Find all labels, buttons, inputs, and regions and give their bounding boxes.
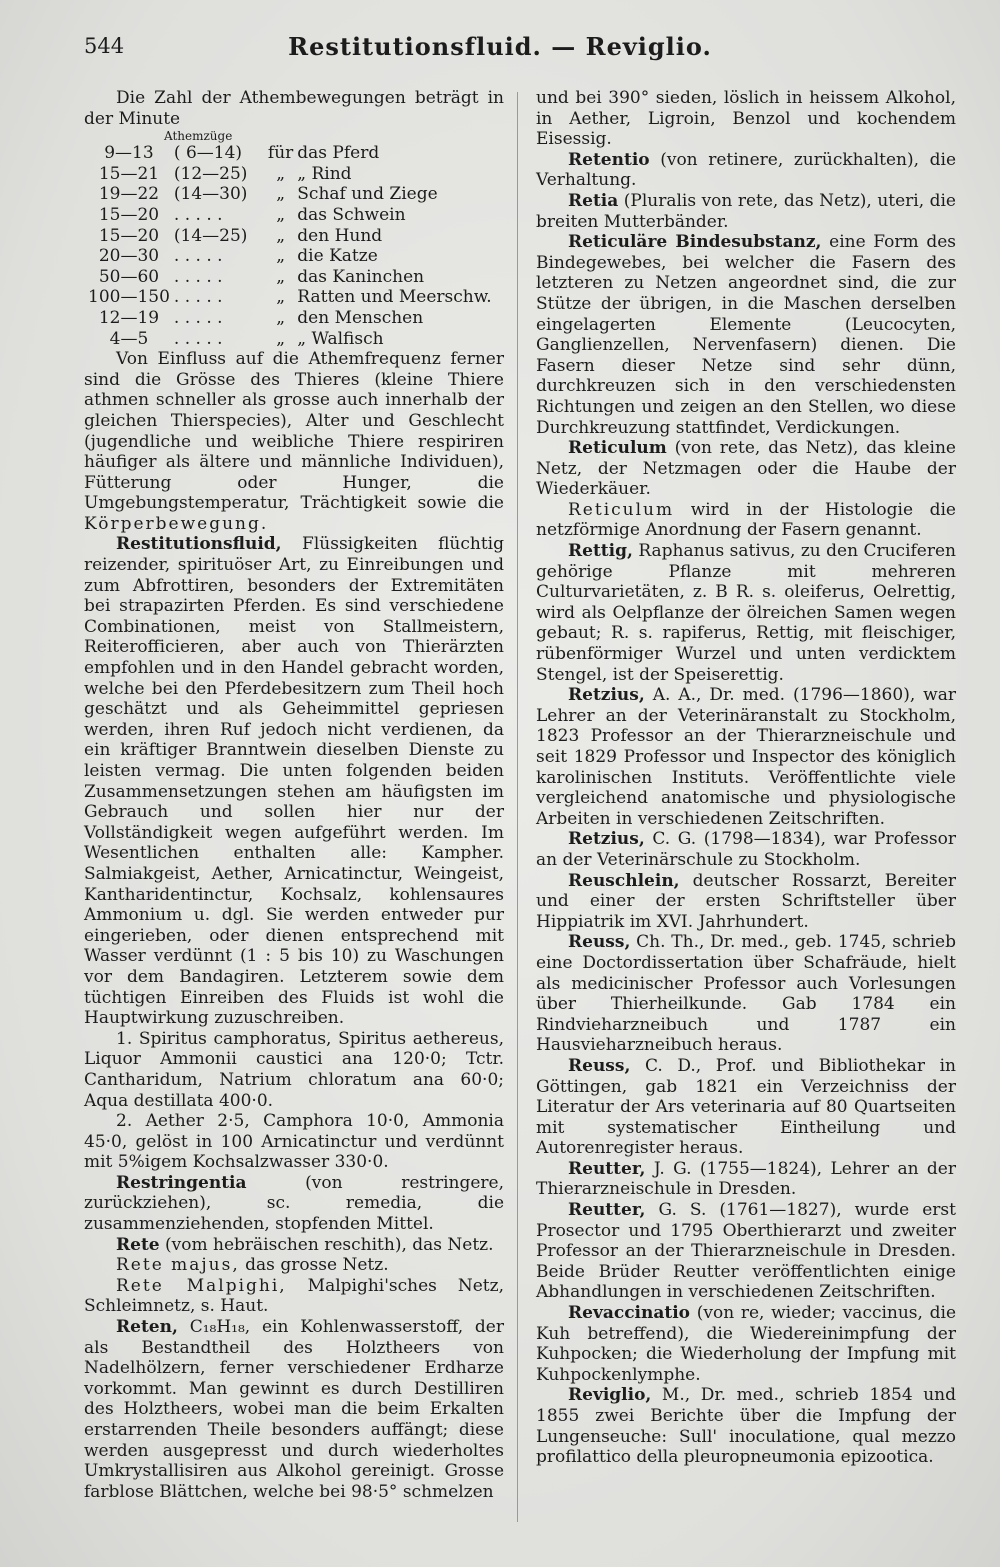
entry-retzius-aa [536,685,956,829]
entry-keyword: Restitutionsfluid, [116,534,282,555]
entry-text: das grosse Netz. [239,1255,389,1276]
entry-keyword: Reten, [116,1317,178,1338]
entry-keyword: Rete Malpighi, [116,1275,287,1296]
entry-text: deutscher Rossarzt, Bereiter und einer der ersten Schriftsteller über Hippiatrik im XVI. Jahrhundert. [536,870,956,932]
page-number: 544 [84,34,125,58]
entry-text: Flüssigkeiten flüchtig reizender, spirituöser Art, zu Einreibungen und zum Abfrottiren, besonders der Extremitäten bei strapazirten Pferden. Es sind verschiedene Combinationen, meist von Stallmeistern, Reiterofficieren, aber auch von Thierärzten empfohlen und in den Handel gebracht worden, welche bei den Pferdebesitzern zum Theil hoch geschätzt und als Geheimmittel gepriesen werden, ihren Ruf jedoch nicht verdienen, da ein kräftiger Branntwein dieselben Dienste zu leisten vermag. Die unten folgenden beiden Zusammensetzungen stehen am häufigsten im Gebrauch und sollen hier nur der Vollständigkeit wegen aufgeführt werden. Im Wesentlichen enthalten alle: Kampher. Salmiakgeist, Aether, Arnicatinctur, Weingeist, Kantharidentinctur, Kochsalz, kohlensaures Ammonium u. dgl. Sie werden entweder pur eingerieben, oder dienen entsprechend mit Wasser verdünnt (1 : 5 bis 10) zu Waschungen vor dem Bandagiren. Letzterem sowie dem tüchtigen Einreiben des Fluids ist wohl die Hauptwirkung zuzuschreiben. [84,534,504,1029]
entry-keyword: Reuss, [568,932,631,953]
entry-keyword: Reuschlein, [568,870,680,891]
entry-restringentia [84,1173,504,1235]
entry-keyword: Rettig, [568,541,633,562]
table-row [88,226,496,247]
entry-text: (Pluralis von rete, das Netz), uteri, die breiten Mutterbänder. [536,190,956,232]
entry-reticulaere-bindesubstanz [536,232,956,438]
table-cell-prefix: „ [276,184,285,205]
entry-retentio [536,150,956,191]
table-row [88,184,496,205]
table-cell-breaths-range: 9—13 [104,143,154,164]
table-row [88,164,496,185]
table-cell-prefix: „ [276,246,285,267]
entry-keyword: Reviglio, [568,1385,652,1406]
entry-restitutionsfluid [84,534,504,1028]
entry-text: (von rete, das Netz), das kleine Netz, der Netzmagen oder die Haube der Wiederkäuer. [536,438,956,500]
entry-keyword: Reticulum [568,438,667,459]
table-cell-prefix: „ [276,328,285,349]
entry-keyword: Rete majus, [116,1255,240,1276]
entry-reutter-jg [536,1159,956,1200]
column-divider [517,92,518,1522]
table-cell-animal: den Hund [297,225,383,246]
table-cell-breaths-range: 15—20 [98,204,160,225]
table-cell-prefix: „ [276,307,285,328]
table-cell-breaths-range: 4—5 [109,328,149,349]
running-title: Restitutionsfluid. — Reviglio. [288,32,712,61]
entry-keyword: Reticuläre Bindesubstanz, [568,232,822,253]
entry-keyword: Retzius, [568,685,645,706]
table-cell-animal: „ Walfisch [297,328,384,349]
table-cell-animal: das Kaninchen [297,266,425,287]
entry-retia [536,191,956,232]
table-cell-breaths-alt: . . . . . [173,328,223,349]
entry-text: Raphanus sativus, zu den Cruciferen gehörige Pflanze mit mehreren Culturvarietäten, z. B R. s. oleiferus, Oelrettig, wird als Oelpflanze der ölreichen Samen wegen gebaut; R. s. rapiferus, Rettig, mit fleischiger, rübenförmiger Wurzel und unten verdicktem Stengel, ist der Speiserettig. [536,541,956,685]
entry-keyword: Reutter, [568,1200,646,1221]
table-cell-animal: das Pferd [297,143,380,164]
entry-rete-malpighi [84,1276,504,1317]
table-cell-prefix: „ [276,287,285,308]
page-header [0,34,1000,74]
table-cell-prefix: „ [276,163,285,184]
table-cell-animal: die Katze [297,246,378,267]
entry-keyword: Retia [568,190,619,211]
table-row [88,329,496,350]
entry-text: A. A., Dr. med. (1796—1860), war Lehrer an der Veterinäranstalt zu Stockholm, 1823 Professor an der Thierarzneischule und seit 1829 Professor und Inspector des königlich karolinischen Instituts. Veröffentlichte viele vergleichend anatomische und physiologische Arbeiten in verschiedenen Zeitschriften. [536,685,956,829]
table-cell-breaths-alt: . . . . . [173,307,223,328]
entry-reuss-chth [536,932,956,1056]
entry-text: Ch. Th., Dr. med., geb. 1745, schrieb eine Doctordissertation über Schafräude, hielt als medicinischer Professor auch Vorlesungen über Thierheilkunde. Gab 1784 ein Rindvieharzneibuch und 1787 ein Hausvieharzneibuch heraus. [536,932,956,1056]
entry-text: (von retinere, zurückhalten), die Verhaltung. [536,149,956,191]
entry-keyword: Rete [116,1234,160,1255]
table-cell-animal: Ratten und Meerschw. [297,287,492,308]
table-cell-breaths-range: 19—22 [98,184,160,205]
entry-text: C. D., Prof. und Bibliothekar in Göttingen, gab 1821 ein Verzeichniss der Literatur der Ars veterinaria auf 80 Quartseiten mit systematischer Eintheilung und Autorenregister heraus. [536,1055,956,1159]
entry-rettig [536,541,956,685]
table-cell-breaths-range: 12—19 [98,307,160,328]
entry-keyword: Revaccinatio [568,1303,691,1324]
breathing-intro: Die Zahl der Athembewegungen beträgt in der Minute [84,88,504,129]
entry-reuschlein [536,871,956,933]
table-cell-breaths-range: 20—30 [98,246,160,267]
entry-keyword: Retentio [568,149,650,170]
continuation-text: und bei 390° sieden, löslich in heissem Alkohol, in Aether, Ligroin, Benzol und kochendem Eisessig. [536,88,956,150]
table-cell-breaths-alt: . . . . . [173,246,223,267]
table-cell-animal: das Schwein [297,204,406,225]
paragraph-frequency [84,349,504,534]
entry-reuss-cd [536,1056,956,1159]
entry-text: J. G. (1755—1824), Lehrer an der Thierarzneischule in Dresden. [536,1158,956,1200]
recipe-1: 1. Spiritus camphoratus, Spiritus aethereus, Liquor Ammonii caustici ana 120·0; Tctr. Cantharidum, Natrium chloratum ana 60·0; Aqua destillata 400·0. [84,1028,504,1111]
table-cell-breaths-range: 100—150 [88,287,170,308]
entry-reten [84,1317,504,1502]
table-cell-breaths-alt: . . . . . [173,287,223,308]
paragraph-frequency-text: Von Einfluss auf die Athemfrequenz ferner sind die Grösse des Thieres (kleine Thiere athmen schneller als grosse auch innerhalb der gleichen Thierspecies), Alter und Geschlecht (jugendliche und weibliche Thiere respiriren häufiger als ältere und männliche Individuen), Fütterung oder Hunger, die Umgebungstemperatur, Trächtigkeit sowie die [84,349,504,514]
entry-text: wird in der Histologie die netzförmige Anordnung der Fasern genannt. [536,499,956,541]
table-cell-breaths-range: 15—21 [98,163,160,184]
entry-text: (von restringere, zurückziehen), sc. remedia, die zusammenziehenden, stopfenden Mittel. [84,1172,504,1235]
table-row [88,308,496,329]
table-row [88,246,496,267]
table-cell-breaths-alt: (14—25) [173,225,248,246]
table-cell-breaths-range: 50—60 [98,266,160,287]
entry-keyword: Reuss, [568,1055,631,1076]
entry-keyword: Retzius, [568,829,645,850]
entry-keyword: Reutter, [568,1158,646,1179]
table-cell-animal: „ Rind [297,163,352,184]
entry-text: eine Form des Bindegewebes, bei welcher die Fasern des letzteren zu Netzen angeordnet sind, die zur Stütze der übrigen, in die Maschen derselben eingelagerten Elemente (Leucocyten, Ganglienzellen, Nervenfasern) dienen. Die Fasern dieser Netze sind sehr dünn, durchkreuzen sich in den verschiedensten Richtungen und zeigen an den Stellen, wo diese Durchkreuzung stattfindet, Verdickungen. [536,232,956,438]
table-cell-breaths-alt: ( 6—14) [173,143,243,164]
entry-text: (von re, wieder; vaccinus, die Kuh betreffend), die Wiedereinimpfung der Kuhpocken; die Wiederholung der Impfung mit Kuhpockenlymphe. [536,1303,956,1385]
table-cell-animal: Schaf und Ziege [297,184,438,205]
table-cell-prefix: „ [276,266,285,287]
entry-rete-majus [84,1255,504,1276]
entry-text: G. S. (1761—1827), wurde erst Prosector und 1795 Oberthierarzt und zweiter Professor an der Thierarzneischule in Dresden. Beide Brüder Reutter veröffentlichten einige Abhandlungen in verschiedenen Zeitschriften. [536,1200,956,1303]
entry-keyword: Restringentia [116,1172,247,1193]
entry-text: M., Dr. med., schrieb 1854 und 1855 zwei Berichte über die Impfung der Lungenseuche: Sull' inoculatione, qual mezzo profilattico della pleuropneumonia epizootica. [536,1385,956,1468]
entry-text: C₁₈H₁₈, ein Kohlenwasserstoff, der als Bestandtheil des Holztheers von Nadelhölzern, ferner verschiedener Erdharze vorkommt. Man gewinnt es durch Destilliren des Holztheers, wobei man die beim Erkalten erstarrenden Theile besonders auffängt; diese werden ausgepresst und durch wiederholtes Umkrystallisiren aus Alkohol gereinigt. Grosse farblose Blättchen, welche bei 98·5° schmelzen [84,1317,504,1502]
table-cell-breaths-range: 15—20 [98,225,160,246]
entry-retzius-cg [536,829,956,870]
entry-reutter-gs [536,1200,956,1303]
table-cell-prefix: für [267,143,294,164]
entry-text: (vom hebräischen reschith), das Netz. [159,1234,494,1255]
entry-revaccinatio [536,1303,956,1385]
table-cell-breaths-alt: (14—30) [173,184,248,205]
right-column [536,88,956,1468]
table-cell-animal: den Menschen [297,307,424,328]
breathing-table-header: Athemzüge [164,129,233,144]
entry-text: C. G. (1798—1834), war Professor an der Veterinärschule zu Stockholm. [536,829,956,870]
table-row [88,143,496,164]
table-row [88,205,496,226]
table-row [88,287,496,308]
paragraph-frequency-end: Körperbewegung. [84,513,269,534]
table-cell-breaths-alt: (12—25) [173,163,248,184]
entry-keyword: Reticulum [568,499,675,520]
table-cell-prefix: „ [276,204,285,225]
table-cell-breaths-alt: . . . . . [173,266,223,287]
table-cell-breaths-alt: . . . . . [173,204,223,225]
entry-rete [84,1235,504,1256]
entry-reviglio [536,1385,956,1467]
table-cell-prefix: „ [276,225,285,246]
left-column [84,88,504,1502]
recipe-2: 2. Aether 2·5, Camphora 10·0, Ammonia 45·0, gelöst in 100 Arnicatinctur und verdünnt mit 5%igem Kochsalzwasser 330·0. [84,1111,504,1173]
entry-text: Malpighi'sches Netz, Schleimnetz, s. Haut. [84,1275,504,1317]
table-row [88,267,496,288]
entry-reticulum [536,438,956,500]
breathing-table [88,143,496,349]
entry-reticulum-histology [536,500,956,541]
